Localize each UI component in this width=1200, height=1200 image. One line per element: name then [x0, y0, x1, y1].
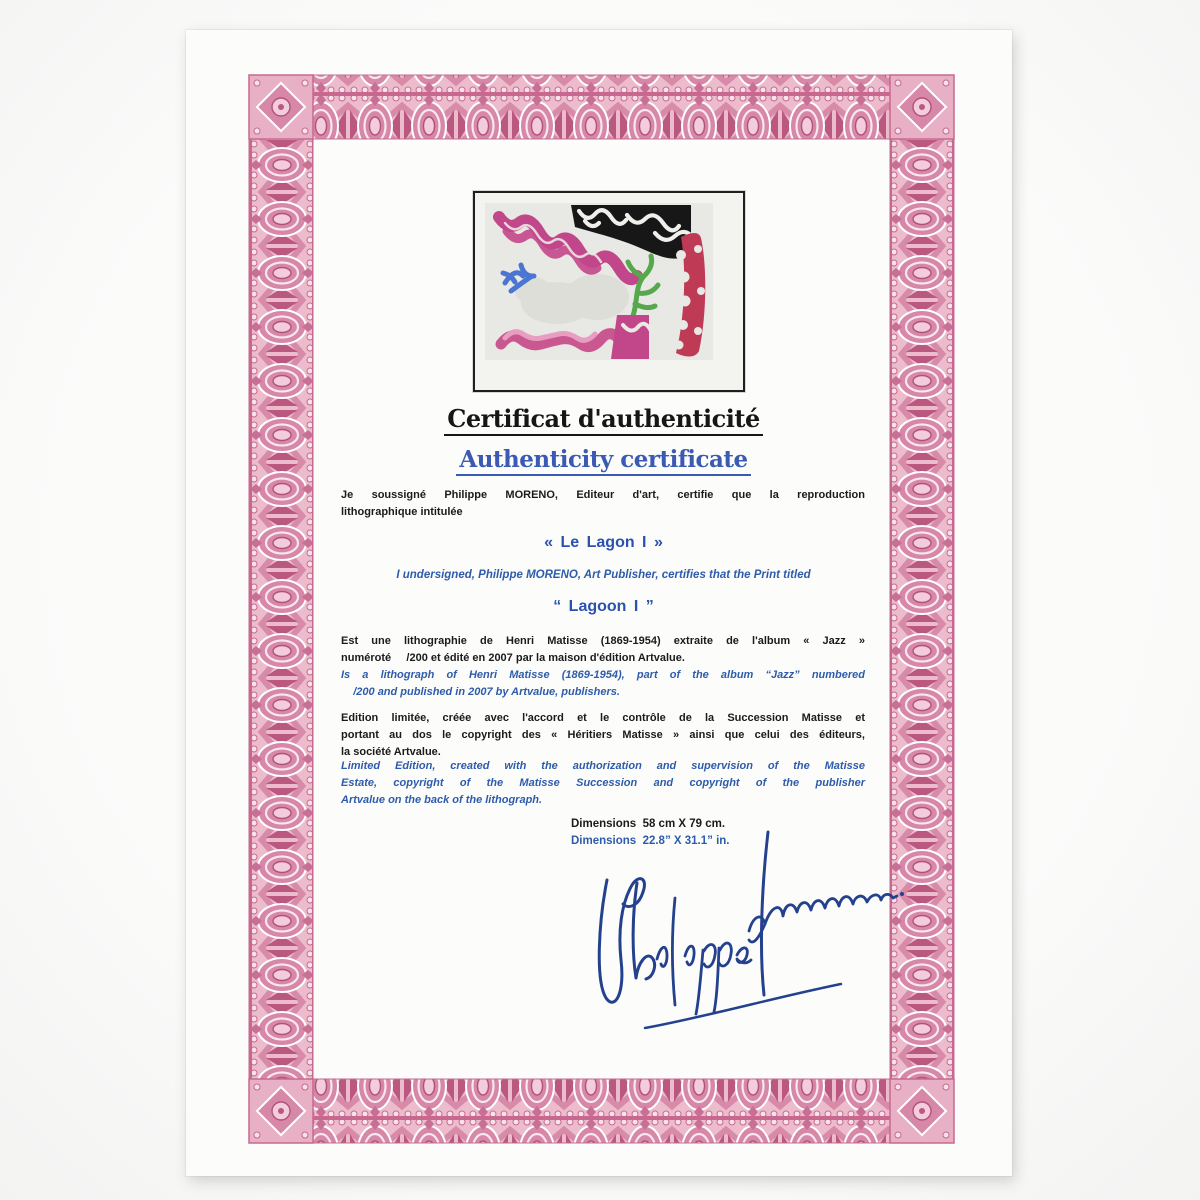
certificate-title-french-text: Certificat d'authenticité: [444, 404, 762, 436]
intro-paragraph-french: Je soussigné Philippe MORENO, Editeur d'art, certifie que la reproduction lithographique intitulée: [341, 489, 865, 519]
edition-paragraph-french: Est une lithographie de Henri Matisse (1869-1954) extraite de l'album « Jazz » numéroté /200 et édité en 2007 par la maison d'édition Artvalue.: [341, 635, 865, 665]
intro-line-english: I undersigned, Philippe MORENO, Art Publisher, certifies that the Print titled: [396, 569, 811, 581]
dimensions-imperial: Dimensions 22.8” X 31.1” in.: [571, 835, 730, 847]
dimensions-metric: Dimensions 58 cm X 79 cm.: [571, 818, 726, 830]
artwork-frame: [473, 191, 745, 392]
print-title-french: « Le Lagon I »: [544, 534, 663, 551]
certificate-paper: [186, 30, 1012, 1176]
copyright-paragraph-french: Edition limitée, créée avec l'accord et le contrôle de la Succession Matisse et portant au dos le copyright des « Héritiers Matisse » ainsi que celui des éditeurs, la société Artvalue.: [341, 712, 865, 759]
certificate-title-english-text: Authenticity certificate: [456, 446, 750, 476]
publisher-signature: [591, 828, 921, 1038]
certificate-title-french: [315, 404, 892, 436]
certificate-title-english: [315, 446, 892, 476]
print-title-english: “ Lagoon I ”: [553, 598, 654, 615]
copyright-paragraph-english: Limited Edition, created with the authorization and supervision of the Matisse Estate, copyright of the Matisse Succession and copyright of the publisher Artvalue on the back of the lithograph.: [341, 760, 865, 807]
lagoon-artwork-image: [485, 203, 713, 360]
edition-paragraph-english: Is a lithograph of Henri Matisse (1869-1954), part of the album “Jazz” numbered /200 and published in 2007 by Artvalue, publishers.: [341, 669, 865, 699]
